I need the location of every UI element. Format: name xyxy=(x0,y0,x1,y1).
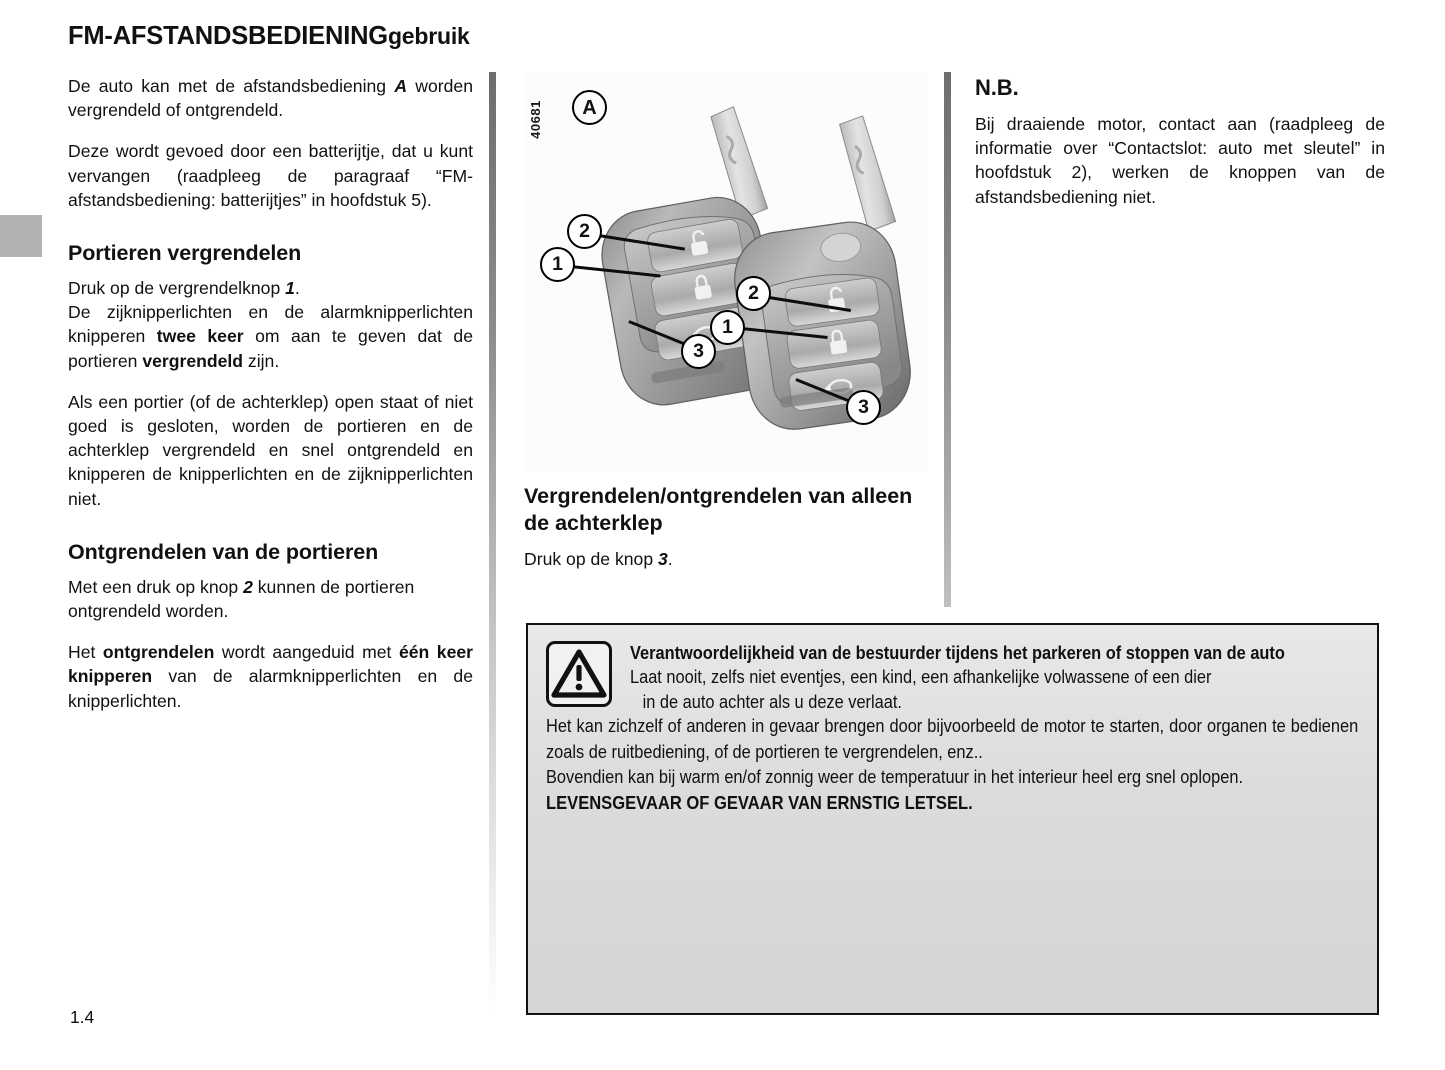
lock-text-b: . xyxy=(294,278,300,299)
callout-left-2: 2 xyxy=(567,214,602,249)
caption-text-a: Druk op de knop xyxy=(524,549,658,569)
callout-left-3: 3 xyxy=(681,334,716,369)
figure-reference-number: 40681 xyxy=(527,100,543,139)
warning-heading: Verantwoordelijkheid van de bestuurder tijdens het parkeren of stoppen van de auto xyxy=(630,643,1285,663)
unlock2-text-c: wordt aangeduid met xyxy=(214,642,399,663)
emphasis-twee-keer: twee keer xyxy=(156,326,244,347)
heading-ontgrendelen-portieren: Ontgrendelen van de portieren xyxy=(68,539,379,564)
callout-right-1: 1 xyxy=(710,310,745,345)
intro-text-a: De auto kan met de afstandsbediening xyxy=(68,76,395,96)
column-right xyxy=(975,74,1385,209)
warning-triangle-icon xyxy=(546,641,612,707)
intro-text-b: worden vergrendeld of ontgrendeld. xyxy=(68,76,474,121)
unlock-text-a: Met een druk op knop xyxy=(68,576,244,597)
warning-body-p1: Het kan zichzelf of anderen in gevaar brengen door bijvoorbeeld de motor te starten, door organen te bedienen zoals de ruitbediening, of de portieren te vergrendelen, enz.. xyxy=(546,716,1359,762)
warning-body xyxy=(546,714,1358,790)
heading-vergrendelen-achterklep: Vergrendelen/ontgrendelen van alleen de achterklep xyxy=(524,484,913,535)
ref-2: 2 xyxy=(243,576,253,597)
lock2-text-a: De zijknipperlichten en de alarmknipperlichten knipperen xyxy=(68,302,473,347)
paragraph-lock-3: Als een portier (of de achterklep) open staat of niet goed is gesloten, worden de portieren en de achterklep vergrendeld en snel ontgrendeld en knipperen de knipperlichten en de zijknipperlichten niet. xyxy=(68,391,473,509)
callout-right-2: 2 xyxy=(736,276,771,311)
lock2-text-d: zijn. xyxy=(243,350,280,371)
chapter-tab-marker xyxy=(0,215,42,257)
emphasis-vergrendeld: vergrendeld xyxy=(142,350,244,371)
unlock-text-b: kunnen de portieren ontgrendeld worden. xyxy=(68,576,415,622)
page-number: 1.4 xyxy=(70,1007,95,1027)
emphasis-een-keer-knipperen: één keer knipperen xyxy=(68,642,474,687)
unlock2-text-a: Het xyxy=(68,642,103,663)
paragraph-druk-knop-3 xyxy=(524,547,924,571)
caption-text-b: . xyxy=(667,549,673,569)
paragraph-lock-1 xyxy=(68,276,473,300)
warning-subtext xyxy=(630,665,1442,714)
paragraph-intro-1 xyxy=(68,74,473,122)
callout-left-1: 1 xyxy=(540,247,575,282)
ref-A: A xyxy=(394,76,408,96)
column-left xyxy=(68,74,473,713)
paragraph-nb: Bij draaiende motor, contact aan (raadpleeg de informatie over “Contactslot: auto met sleutel” in hoofdstuk 2), werken de knoppen van de afstandsbediening niet. xyxy=(975,114,1385,207)
driver-responsibility-warning-box xyxy=(526,623,1379,1015)
warning-body-p2: Bovendien kan bij warm en/of zonnig weer de temperatuur in het interieur heel erg snel oplopen. xyxy=(546,767,1244,787)
unlock2-text-d: van de alarmknipperlichten en de knipperlichten. xyxy=(68,666,473,711)
heading-nb: N.B. xyxy=(975,75,1019,100)
column-divider-right xyxy=(944,72,951,607)
warning-subtext-line2: in de auto achter als u deze verlaat. xyxy=(642,691,902,712)
paragraph-unlock-1 xyxy=(68,575,473,623)
emphasis-ontgrendelen: ontgrendelen xyxy=(102,642,215,663)
paragraph-unlock-2 xyxy=(68,640,473,713)
illustration-caption-block xyxy=(524,483,924,571)
page-title-sub: gebruik xyxy=(387,23,470,49)
lock2-text-c: om aan te geven dat de portieren xyxy=(68,326,473,371)
paragraph-intro-2: Deze wordt gevoed door een batterijtje, dat u kunt vervangen (raadpleeg de paragraaf “FM-afstandsbediening: batterijtjes” in hoofdstuk 5). xyxy=(68,141,473,210)
page-title-main: FM-AFSTANDSBEDIENING xyxy=(68,22,388,50)
ref-1: 1 xyxy=(285,278,295,299)
heading-portieren-vergrendelen: Portieren vergrendelen xyxy=(68,241,302,266)
key-remote-illustration xyxy=(524,72,928,472)
callout-right-3: 3 xyxy=(846,390,881,425)
warning-final-statement: LEVENSGEVAAR OF GEVAAR VAN ERNSTIG LETSEL. xyxy=(546,792,973,814)
lock-text-a: Druk op de vergrendelknop xyxy=(68,278,286,299)
illustration-badge-a: A xyxy=(572,90,607,125)
ref-3: 3 xyxy=(658,549,668,569)
page-title xyxy=(68,22,470,51)
warning-subtext-line1: Laat nooit, zelfs niet eventjes, een kind, een afhankelijke volwassene of een dier xyxy=(630,667,1212,687)
column-divider-left xyxy=(489,72,496,1012)
paragraph-lock-2 xyxy=(68,300,473,373)
